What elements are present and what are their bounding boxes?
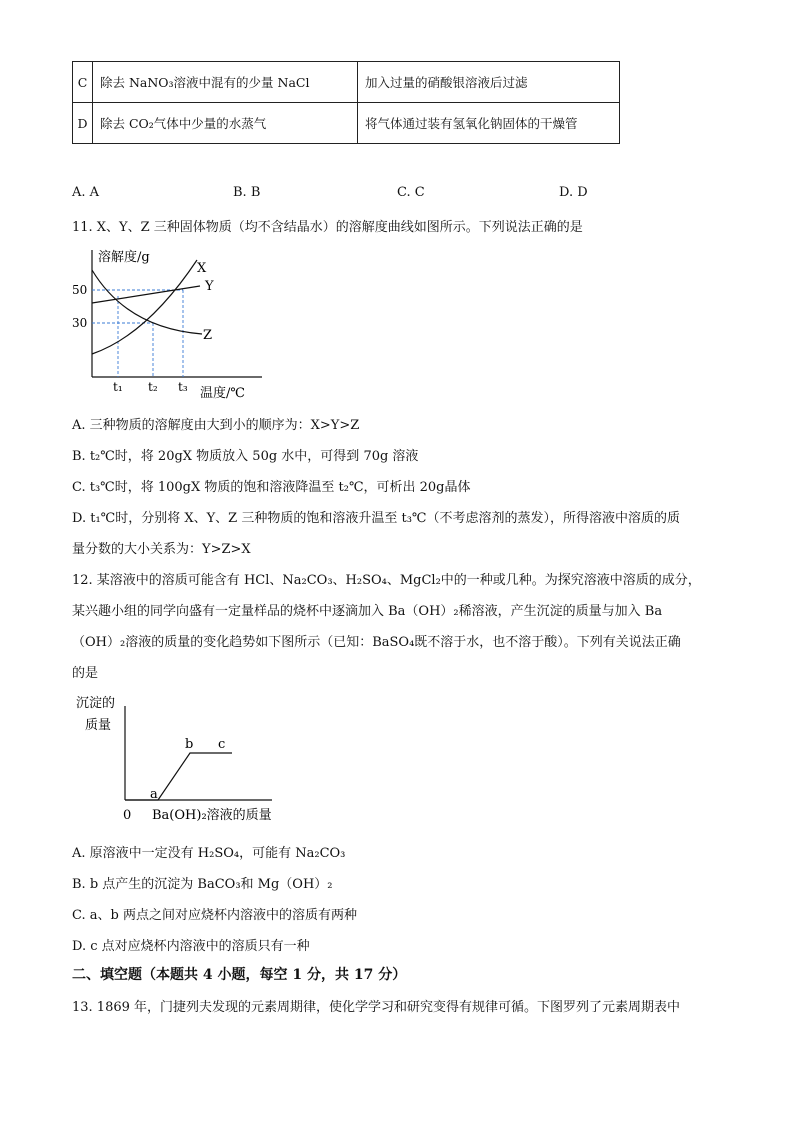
q11-option-d-cont: 量分数的大小关系为：Y>Z>X xyxy=(72,542,251,557)
section-heading: 二、填空题（本题共 4 小题，每空 1 分，共 17 分） xyxy=(72,967,407,983)
curve-z xyxy=(92,270,202,334)
row-task: 除去 NaNO₃溶液中混有的少量 NaCl xyxy=(93,62,358,103)
precipitate-graph xyxy=(72,690,302,830)
q12-option-a: A. 原溶液中一定没有 H₂SO₄，可能有 Na₂CO₃ xyxy=(72,846,346,861)
q10-choice-c: C. C xyxy=(397,185,425,200)
curve-x-label: X xyxy=(197,261,207,276)
graph-ylabel: 溶解度/g xyxy=(98,250,150,265)
solubility-graph xyxy=(72,240,272,405)
precipitate-curve xyxy=(125,753,232,800)
graph-xlabel: Ba(OH)₂溶液的质量 xyxy=(152,808,272,823)
guide-lines xyxy=(92,290,183,377)
q11-option-b: B. t₂℃时，将 20gX 物质放入 50g 水中，可得到 70g 溶液 xyxy=(72,449,419,464)
y-tick-30: 30 xyxy=(72,316,88,330)
q11-option-c: C. t₃℃时，将 100gX 物质的饱和溶液降温至 t₂℃，可析出 20g晶体 xyxy=(72,480,471,495)
q11-stem: 11. X、Y、Z 三种固体物质（均不含结晶水）的溶解度曲线如图所示。下列说法正确的是 xyxy=(72,220,583,235)
x-tick-t2: t₂ xyxy=(148,380,158,394)
row-method: 将气体通过装有氢氧化钠固体的干燥管 xyxy=(358,103,620,144)
point-c-label: c xyxy=(218,737,226,752)
graph-xlabel: 温度/℃ xyxy=(200,386,245,401)
curve-y-label: Y xyxy=(205,279,214,294)
row-method: 加入过量的硝酸银溶液后过滤 xyxy=(358,62,620,103)
q11-option-d: D. t₁℃时，分别将 X、Y、Z 三种物质的饱和溶液升温至 t₃℃（不考虑溶剂的蒸发），所得溶液中溶质的质 xyxy=(72,511,680,526)
q12-stem-line2: 某兴趣小组的同学向盛有一定量样品的烧杯中逐滴加入 Ba（OH）₂稀溶液，产生沉淀的质量与加入 Ba xyxy=(72,604,663,619)
q10-choice-d: D. D xyxy=(559,185,588,200)
x-tick-t3: t₃ xyxy=(178,380,188,394)
row-letter: C xyxy=(73,62,93,103)
row-letter: D xyxy=(73,103,93,144)
q10-choice-a: A. A xyxy=(72,185,100,200)
graph-origin: 0 xyxy=(123,808,132,823)
curve-z-label: Z xyxy=(203,328,213,343)
q12-option-c: C. a、b 两点之间对应烧杯内溶液中的溶质有两种 xyxy=(72,908,357,923)
point-a-label: a xyxy=(150,787,158,802)
curve-x xyxy=(92,260,197,354)
q13-stem: 13. 1869 年，门捷列夫发现的元素周期律，使化学学习和研究变得有规律可循。下图罗列了元素周期表中 xyxy=(72,1000,681,1015)
row-task: 除去 CO₂气体中少量的水蒸气 xyxy=(93,103,358,144)
point-b-label: b xyxy=(185,737,194,752)
table-row xyxy=(73,62,620,103)
q12-option-b: B. b 点产生的沉淀为 BaCO₃和 Mg（OH）₂ xyxy=(72,877,333,892)
graph-ylabel-line1: 沉淀的 xyxy=(76,696,116,711)
q11-option-a: A. 三种物质的溶解度由大到小的顺序为：X>Y>Z xyxy=(72,418,360,433)
table-row xyxy=(73,103,620,144)
q12-stem-line4: 的是 xyxy=(72,666,99,681)
q12-stem-line3: （OH）₂溶液的质量的变化趋势如下图所示（已知：BaSO₄既不溶于水，也不溶于酸）。下列有关说法正确 xyxy=(72,635,681,650)
q10-choice-b: B. B xyxy=(233,185,261,200)
graph-ylabel-line2: 质量 xyxy=(85,718,112,733)
q12-option-d: D. c 点对应烧杯内溶液中的溶质只有一种 xyxy=(72,939,310,954)
x-tick-t1: t₁ xyxy=(113,380,123,394)
curve-y xyxy=(92,286,200,303)
q12-stem-line1: 12. 某溶液中的溶质可能含有 HCl、Na₂CO₃、H₂SO₄、MgCl₂中的一种或几种。为探究溶液中溶质的成分， xyxy=(72,573,701,588)
y-tick-50: 50 xyxy=(72,283,88,297)
options-table xyxy=(72,61,620,144)
